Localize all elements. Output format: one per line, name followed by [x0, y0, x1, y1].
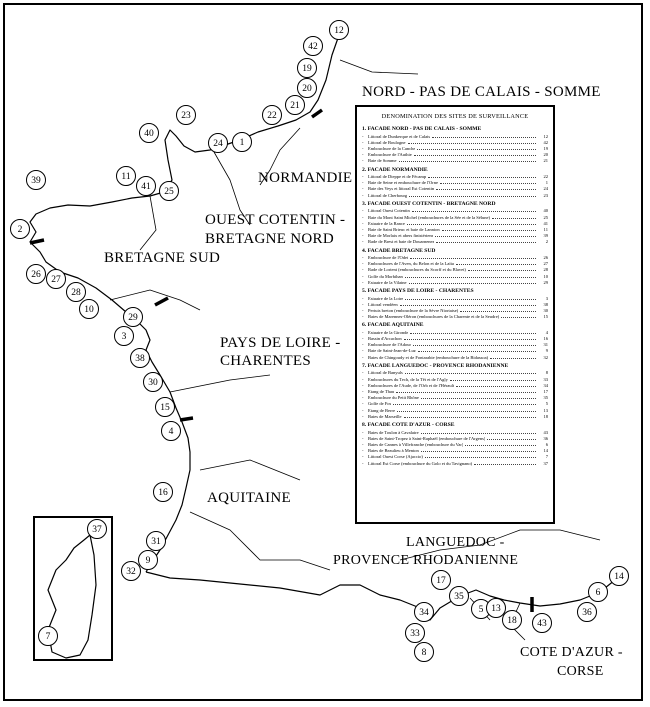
- legend-site-name: Rade de Lorient (embouchures du Scorff et du Blavet): [368, 267, 466, 273]
- legend-site-name: Embouchure de l'Authie: [368, 152, 412, 158]
- region-pays-de-loire: PAYS DE LOIRE -: [220, 335, 341, 351]
- legend-site-number: 41: [543, 220, 548, 226]
- legend-section: [362, 126, 548, 165]
- legend-site-number: 22: [543, 174, 548, 180]
- legend-site-name: Baie de Saint Brieuc et baie de Lannion: [368, 226, 440, 232]
- legend-site-number: 2: [545, 239, 548, 245]
- legend-leader: [450, 380, 536, 381]
- legend-site-number: 32: [543, 354, 548, 360]
- legend-leader: [409, 196, 536, 197]
- legend-leader: [425, 457, 536, 458]
- legend-section: [362, 288, 548, 320]
- legend-site-number: 34: [543, 382, 548, 388]
- site-marker: 9: [138, 550, 158, 570]
- legend-section-heading: 8. FACADE COTE D'AZUR - CORSE: [362, 422, 455, 429]
- legend-section-heading: 5. FACADE PAYS DE LOIRE - CHARENTES: [362, 288, 474, 295]
- legend-bullet: -: [362, 348, 364, 354]
- legend-site-number: 1: [545, 180, 548, 186]
- legend-section: [362, 167, 548, 199]
- legend-row: [362, 158, 548, 164]
- site-marker: 38: [130, 348, 150, 368]
- region-languedoc: LANGUEDOC -: [406, 535, 505, 550]
- legend-bullet: -: [362, 413, 364, 419]
- legend-leader: [421, 451, 536, 452]
- legend-leader: [490, 358, 536, 359]
- legend-leader: [399, 161, 537, 162]
- legend-bullet: -: [362, 454, 364, 460]
- legend-site-name: Littoral de Banyuls: [368, 370, 403, 376]
- legend-bullet: -: [362, 214, 364, 220]
- legend-site-number: 20: [543, 152, 548, 158]
- legend-bullet: -: [362, 226, 364, 232]
- legend-site-name: Embouchure de l'Odet: [368, 255, 409, 261]
- legend-site-name: Baie de Saint-Jean-de-Luz: [368, 348, 416, 354]
- legend-site-name: Embouchures de l'Aude, de l'Orb et de l'Hérault: [368, 382, 455, 388]
- legend-site-name: Littoral Ouest Cotentin: [368, 208, 410, 214]
- legend-bullet: -: [362, 139, 364, 145]
- legend-site-name: Etang de Thau: [368, 389, 395, 394]
- legend-site-name: Littoral Ouest Corse (Ajaccio): [368, 454, 423, 460]
- site-marker: 31: [146, 531, 166, 551]
- legend-bullet: -: [362, 354, 364, 360]
- legend-site-number: 5: [545, 401, 548, 407]
- legend-site-number: 19: [543, 145, 548, 151]
- legend-bullet: -: [362, 301, 364, 307]
- legend-site-number: 3: [545, 295, 548, 301]
- legend-bullet: -: [362, 267, 364, 273]
- legend-leader: [418, 351, 536, 352]
- legend-sections: [362, 126, 548, 467]
- legend-site-name: Littoral de Dieppe et de Fécamp: [368, 174, 427, 180]
- legend-bullet: -: [362, 186, 364, 192]
- legend-leader: [501, 317, 536, 318]
- site-marker: 32: [121, 561, 141, 581]
- legend-leader: [474, 464, 536, 465]
- legend-leader: [428, 177, 536, 178]
- site-marker: 24: [208, 133, 228, 153]
- legend-site-number: 21: [543, 158, 548, 164]
- legend-bullet: -: [362, 192, 364, 198]
- legend-bullet: -: [362, 145, 364, 151]
- site-marker: 15: [155, 397, 175, 417]
- legend-site-number: 7: [545, 454, 548, 460]
- legend-bullet: -: [362, 174, 364, 180]
- legend-leader: [407, 224, 536, 225]
- legend-site-name: Estuaire de la Vilaine: [368, 279, 407, 285]
- legend-site-number: 23: [543, 192, 548, 198]
- legend-bullet: -: [362, 407, 364, 413]
- legend-bullet: -: [362, 395, 364, 401]
- legend-bullet: -: [362, 295, 364, 301]
- legend-bullet: -: [362, 220, 364, 226]
- site-marker: 26: [26, 264, 46, 284]
- legend-site-name: Littoral de Dunkerque et de Calais: [368, 133, 431, 139]
- site-marker: 29: [123, 307, 143, 327]
- region-corse: CORSE: [557, 664, 604, 679]
- legend-leader: [408, 143, 537, 144]
- legend-bullet: -: [362, 314, 364, 320]
- legend-section-heading: 4. FACADE BRETAGNE SUD: [362, 247, 436, 254]
- legend-leader: [421, 433, 536, 434]
- legend-site-name: Littoral de Boulogne: [368, 139, 406, 145]
- legend-row: [362, 239, 548, 245]
- legend-site-name: Estuaire de la Rance: [368, 220, 405, 226]
- region-nord: NORD - PAS DE CALAIS - SOMME: [362, 84, 601, 100]
- legend-bullet: -: [362, 401, 364, 407]
- legend-site-number: 29: [543, 279, 548, 285]
- legend-site-name: Golfe du Morbihan: [368, 273, 403, 279]
- legend-site-number: 10: [543, 273, 548, 279]
- legend-row: [362, 280, 548, 286]
- legend-bullet: -: [362, 441, 364, 447]
- legend-site-number: 11: [543, 226, 548, 232]
- legend-leader: [413, 345, 536, 346]
- legend-bullet: -: [362, 342, 364, 348]
- legend-bullet: -: [362, 152, 364, 158]
- legend-site-number: 25: [543, 214, 548, 220]
- legend-bullet: -: [362, 329, 364, 335]
- legend-site-name: Littoral Est Corse (embouchure du Golo et du Tavignano): [368, 460, 473, 466]
- legend-bullet: -: [362, 370, 364, 376]
- legend-leader: [436, 242, 536, 243]
- legend-section-heading: 3. FACADE OUEST COTENTIN - BRETAGNE NORD: [362, 200, 496, 207]
- legend-leader: [393, 404, 536, 405]
- site-marker: 5: [471, 599, 491, 619]
- legend-site-name: Pertuis breton (embouchure de la Sèvre Niortaise): [368, 307, 459, 313]
- legend-site-name: Baie de Somme: [368, 158, 397, 164]
- legend-bullet: -: [362, 448, 364, 454]
- region-provence: PROVENCE RHODANIENNE: [333, 553, 519, 568]
- legend-site-name: Baies de Toulon à Cavalaire: [368, 429, 419, 435]
- legend-site-name: Embouchure de la Canche: [368, 145, 416, 151]
- legend-leader: [404, 417, 537, 418]
- site-marker: 8: [414, 642, 434, 662]
- site-marker: 37: [87, 519, 107, 539]
- legend-box: [355, 105, 555, 524]
- legend-row: [362, 193, 548, 199]
- legend-section-heading: 6. FACADE AQUITAINE: [362, 322, 424, 329]
- legend-section-heading: 7. FACADE LANGUEDOC - PROVENCE RHODANIENNE: [362, 362, 509, 369]
- legend-leader: [405, 299, 536, 300]
- region-bretagne-nord: BRETAGNE NORD: [205, 231, 334, 247]
- legend-row: [362, 461, 548, 467]
- legend-site-number: 18: [543, 413, 548, 419]
- site-marker: 1: [232, 132, 252, 152]
- region-charentes: CHARENTES: [220, 353, 312, 369]
- legend-site-number: 37: [543, 460, 548, 466]
- legend-leader: [410, 258, 536, 259]
- legend-bullet: -: [362, 255, 364, 261]
- legend-site-number: 16: [543, 336, 548, 342]
- legend-site-number: 12: [543, 133, 548, 139]
- legend-site-number: 40: [543, 208, 548, 214]
- legend-site-number: 36: [543, 435, 548, 441]
- legend-section: [362, 422, 548, 467]
- site-marker: 12: [329, 20, 349, 40]
- legend-bullet: -: [362, 429, 364, 435]
- legend-site-name: Littoral de Cherbourg: [368, 192, 408, 198]
- legend-site-number: 4: [545, 329, 548, 335]
- legend-leader: [410, 333, 536, 334]
- legend-site-name: Baie du Mont Saint Michel (embouchures de la Sée et de la Sélune): [368, 214, 490, 220]
- legend-bullet: -: [362, 382, 364, 388]
- legend-leader: [436, 189, 536, 190]
- site-marker: 22: [262, 105, 282, 125]
- legend-bullet: -: [362, 389, 364, 394]
- legend-site-name: Baies de Marennes-Oléron (embouchures de la Charente et de la Seudre): [368, 314, 500, 320]
- site-marker: 7: [38, 626, 58, 646]
- legend-leader: [405, 277, 536, 278]
- legend-leader: [487, 439, 536, 440]
- legend-bullet: -: [362, 273, 364, 279]
- site-marker: 11: [116, 166, 136, 186]
- region-bretagne-sud: BRETAGNE SUD: [104, 250, 221, 266]
- legend-site-number: 39: [543, 233, 548, 239]
- legend-site-name: Baie de Morlaix et abers finistériens: [368, 233, 434, 239]
- legend-leader: [412, 211, 536, 212]
- legend-leader: [492, 218, 536, 219]
- legend-title: DENOMINATION DES SITES DE SURVEILLANCE: [381, 113, 529, 120]
- legend-site-name: Littoral vendéen: [368, 301, 398, 307]
- region-aquitaine: AQUITAINE: [207, 490, 291, 506]
- site-marker: 28: [66, 282, 86, 302]
- legend-site-number: 8: [545, 370, 548, 376]
- legend-site-name: Baies de Cannes à Villefranche (embouchure du Var): [368, 441, 464, 447]
- legend-row: [362, 355, 548, 361]
- legend-site-number: 38: [543, 301, 548, 307]
- region-cote-d-azur: COTE D'AZUR -: [520, 645, 623, 660]
- site-marker: 34: [414, 602, 434, 622]
- legend-site-name: Estuaire de la Gironde: [368, 329, 409, 335]
- legend-section: [362, 248, 548, 287]
- legend-site-number: 30: [543, 307, 548, 313]
- site-marker: 20: [297, 78, 317, 98]
- region-normandie: NORMANDIE: [258, 170, 353, 186]
- legend-site-name: Etang de Berre: [368, 407, 395, 413]
- legend-site-name: Golfe de Fos: [368, 401, 392, 407]
- site-marker: 2: [10, 219, 30, 239]
- legend-bullet: -: [362, 435, 364, 441]
- legend-bullet: -: [362, 279, 364, 285]
- legend-site-name: Estuaire de la Loire: [368, 295, 404, 301]
- legend-leader: [405, 373, 536, 374]
- site-marker: 36: [577, 602, 597, 622]
- legend-site-number: 13: [543, 407, 548, 413]
- legend-row: [362, 414, 548, 420]
- legend-leader: [456, 386, 536, 387]
- legend-bullet: -: [362, 376, 364, 382]
- legend-site-number: 35: [543, 395, 548, 401]
- legend-site-number: 26: [543, 255, 548, 261]
- site-marker: 6: [588, 582, 608, 602]
- legend-site-number: 33: [543, 376, 548, 382]
- legend-leader: [435, 236, 536, 237]
- legend-site-name: Baies de Saint-Tropez à Saint-Raphaël (embouchure de l'Argens): [368, 435, 486, 441]
- legend-site-number: 43: [543, 429, 548, 435]
- legend-leader: [396, 392, 536, 393]
- legend-leader: [468, 270, 536, 271]
- site-marker: 33: [405, 623, 425, 643]
- legend-bullet: -: [362, 180, 364, 186]
- legend-leader: [432, 137, 536, 138]
- legend-site-name: Embouchures de l'Aven, du Belon et de la Laïta: [368, 261, 454, 267]
- legend-site-number: 15: [543, 314, 548, 320]
- legend-bullet: -: [362, 208, 364, 214]
- legend-site-number: 28: [543, 267, 548, 273]
- legend-bullet: -: [362, 233, 364, 239]
- site-marker: 43: [532, 613, 552, 633]
- legend-leader: [465, 445, 536, 446]
- site-marker: 30: [143, 372, 163, 392]
- legend-leader: [440, 183, 536, 184]
- legend-site-name: Rade de Brest et baie de Douarnenez: [368, 239, 435, 245]
- legend-site-number: 6: [545, 441, 548, 447]
- legend-site-number: 42: [543, 139, 548, 145]
- legend-leader: [404, 339, 536, 340]
- legend-bullet: -: [362, 307, 364, 313]
- legend-site-number: 17: [543, 389, 548, 394]
- legend-site-number: 24: [543, 186, 548, 192]
- legend-site-number: 9: [545, 348, 548, 354]
- legend-section: [362, 363, 548, 420]
- legend-site-number: 27: [543, 261, 548, 267]
- legend-site-name: Baies de Marseille: [368, 413, 402, 419]
- site-marker: 42: [303, 36, 323, 56]
- legend-site-name: Embouchure du Petit Rhône: [368, 395, 419, 401]
- legend-site-name: Baie de Seine et embouchure de l'Orne: [368, 180, 439, 186]
- legend-section-heading: 2. FACADE NORMANDIE: [362, 166, 428, 173]
- legend-site-number: 14: [543, 448, 548, 454]
- legend-section: [362, 201, 548, 246]
- legend-bullet: -: [362, 133, 364, 139]
- mediterranean-coastline: [146, 570, 625, 620]
- legend-site-name: Baies de Chingoudy et de Fontarabie (embouchure de la Bidassoa): [368, 354, 489, 360]
- site-marker: 23: [176, 105, 196, 125]
- legend-bullet: -: [362, 336, 364, 342]
- legend-site-name: Baie des Veys et littoral Est Cotentin: [368, 186, 435, 192]
- site-marker: 21: [285, 95, 305, 115]
- site-marker: 25: [159, 181, 179, 201]
- site-marker: 39: [26, 170, 46, 190]
- legend-bullet: -: [362, 460, 364, 466]
- site-marker: 40: [139, 123, 159, 143]
- site-marker: 14: [609, 566, 629, 586]
- legend-site-name: Bassin d'Arcachon: [368, 336, 402, 342]
- legend-leader: [400, 305, 536, 306]
- site-marker: 10: [79, 299, 99, 319]
- site-marker: 4: [161, 421, 181, 441]
- site-marker: 13: [486, 598, 506, 618]
- legend-leader: [409, 283, 536, 284]
- legend-site-name: Embouchures du Tech, de la Têt et de l'Agly: [368, 376, 448, 382]
- legend-leader: [414, 155, 536, 156]
- site-marker: 17: [431, 570, 451, 590]
- site-marker: 3: [114, 326, 134, 346]
- site-marker: 35: [449, 586, 469, 606]
- legend-section: [362, 322, 548, 361]
- legend-row: [362, 314, 548, 320]
- site-marker: 18: [502, 610, 522, 630]
- site-marker: 19: [297, 58, 317, 78]
- legend-bullet: -: [362, 158, 364, 164]
- site-marker: 27: [46, 269, 66, 289]
- legend-site-number: 31: [543, 342, 548, 348]
- legend-leader: [417, 149, 536, 150]
- legend-bullet: -: [362, 239, 364, 245]
- legend-leader: [456, 264, 536, 265]
- legend-leader: [421, 398, 536, 399]
- legend-site-name: Baies de Beaulieu à Menton: [368, 448, 419, 454]
- site-marker: 41: [136, 176, 156, 196]
- site-marker: 16: [153, 482, 173, 502]
- legend-leader: [460, 311, 536, 312]
- region-ouest-cotentin: OUEST COTENTIN -: [205, 212, 346, 228]
- legend-bullet: -: [362, 261, 364, 267]
- legend-leader: [442, 230, 536, 231]
- legend-site-name: Embouchure de l'Adour: [368, 342, 412, 348]
- legend-section-heading: 1. FACADE NORD - PAS DE CALAIS - SOMME: [362, 126, 482, 132]
- legend-leader: [397, 411, 536, 412]
